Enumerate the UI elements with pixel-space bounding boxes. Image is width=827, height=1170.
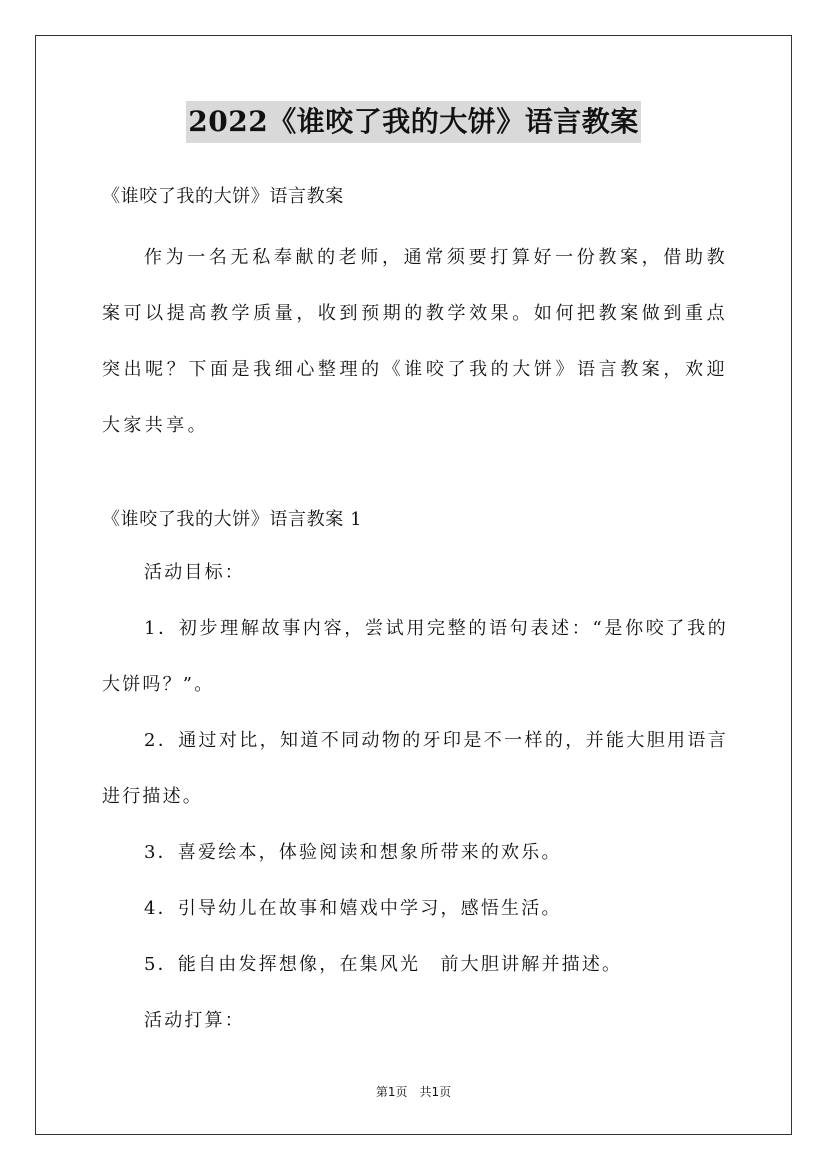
document-subtitle: 《谁咬了我的大饼》语言教案 [102, 186, 344, 207]
goals-heading: 活动目标： [144, 562, 245, 583]
intro-paragraph: 作为一名无私奉献的老师，通常须要打算好一份教案，借助教案可以提高教学质量，收到预期的教学效果。如何把教案做到重点突出呢？下面是我细心整理的《谁咬了我的大饼》语言教案，欢迎大家共享。 [102, 247, 728, 436]
section-title: 《谁咬了我的大饼》语言教案 1 [102, 509, 363, 530]
goal-item-3: 3．喜爱绘本，体验阅读和想象所带来的欢乐。 [144, 842, 562, 863]
title-container [0, 101, 827, 143]
goal-item-2: 2．通过对比，知道不同动物的牙印是不一样的，并能大胆用语言进行描述。 [102, 730, 728, 807]
prep-heading: 活动打算： [144, 1010, 245, 1031]
goal-item-5: 5．能自由发挥想像，在集风光 前大胆讲解并描述。 [144, 954, 623, 975]
document-title: 2022《谁咬了我的大饼》语言教案 [186, 101, 640, 143]
page-number-footer: 第1页 共1页 [375, 1085, 452, 1099]
goal-item-4: 4．引导幼儿在故事和嬉戏中学习，感悟生活。 [144, 898, 562, 919]
goal-item-1: 1．初步理解故事内容，尝试用完整的语句表述：“是你咬了我的大饼吗？”。 [102, 618, 728, 695]
